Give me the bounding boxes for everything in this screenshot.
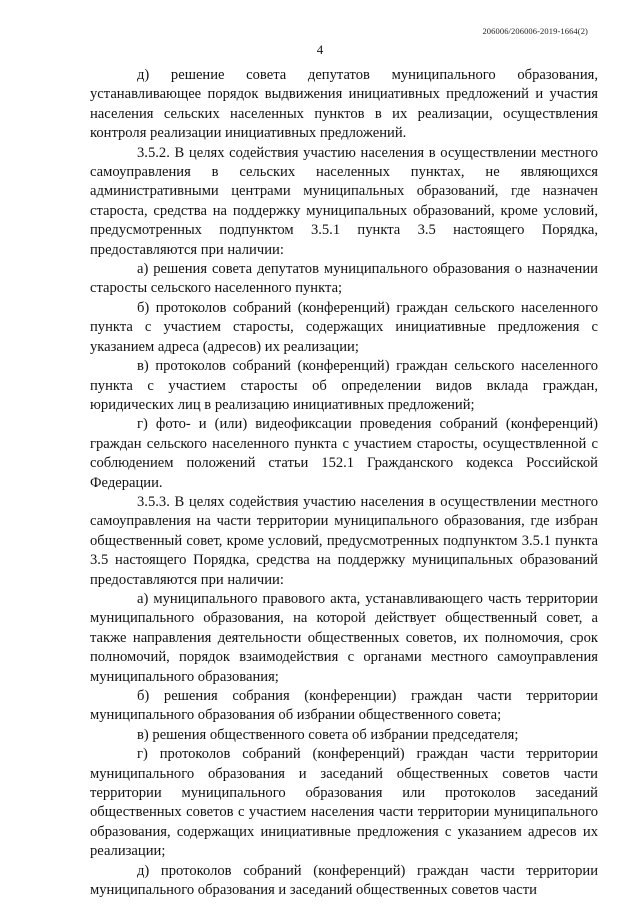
paragraph-3-5-2-b: б) протоколов собраний (конференций) граждан сельского населенного пункта с участием старосты, содержащих инициативные предложения с указанием адреса (адресов) их реализации; bbox=[90, 299, 598, 355]
paragraph-3-5-3-b: б) решения собрания (конференции) граждан части территории муниципального образования об избрании общественного совета; bbox=[90, 688, 598, 724]
page-number: 4 bbox=[316, 42, 324, 57]
paragraph-3-5-3-g: г) протоколов собраний (конференций) граждан части территории муниципального образования и заседаний общественных советов части территории муниципального образования или протоколов заседаний общественных советов с участием населения части территории муниципального образования, содержащих инициативные предложения с указанием адресов их реализации; bbox=[90, 746, 598, 860]
paragraph-3-5-2-a: а) решения совета депутатов муниципального образования о назначении старосты сельского населенного пункта; bbox=[90, 261, 598, 297]
paragraph-d-decision: д) решение совета депутатов муниципального образования, устанавливающее порядок выдвижения инициативных предложений и участия населения сельских населенных пунктов в их реализации, осуществления контроля реализации инициативных предложений. bbox=[90, 67, 598, 142]
paragraph-3-5-3-d: д) протоколов собраний (конференций) граждан части территории муниципального образования и заседаний общественных советов части bbox=[90, 862, 598, 899]
paragraph-3-5-3-v: в) решения общественного совета об избрании председателя; bbox=[137, 726, 519, 743]
paragraph-3-5-3-a: а) муниципального правового акта, устанавливающего часть территории муниципального образования, на которой действует общественный совет, а также направления деятельности общественных советов, их полномочия, срок полномочий, порядок взаимодействия с органами местного самоуправления муниципального образования; bbox=[90, 590, 598, 685]
paragraph-3-5-2: 3.5.2. В целях содействия участию населения в осуществлении местного самоуправления в сельских населенных пунктах, не являющихся административными центрами муниципальных образований, где назначен староста, средства на поддержку муниципальных образований, кроме условий, предусмотренных подпунктом 3.5.1 пункта 3.5 настоящего Порядка, предоставляются при наличии: bbox=[90, 144, 598, 258]
document-body bbox=[90, 66, 598, 900]
document-id: 206006/206006-2019-1664(2) bbox=[482, 26, 588, 36]
paragraph-3-5-2-g: г) фото- и (или) видеофиксации проведения собраний (конференций) граждан сельского населенного пункта с участием старосты, осуществленной с соблюдением положений статьи 152.1 Гражданского кодекса Российской Федерации. bbox=[90, 416, 598, 491]
paragraph-3-5-2-v: в) протоколов собраний (конференций) граждан сельского населенного пункта с участием старосты об определении видов вклада граждан, юридических лиц в реализацию инициативных предложений; bbox=[90, 358, 598, 413]
paragraph-3-5-3: 3.5.3. В целях содействия участию населения в осуществлении местного самоуправления на части территории муниципального образования, где избран общественный совет, кроме условий, предусмотренных подпунктом 3.5.1 пункта 3.5 настоящего Порядка, средства на поддержку муниципальных образований предоставляются при наличии: bbox=[90, 493, 598, 588]
